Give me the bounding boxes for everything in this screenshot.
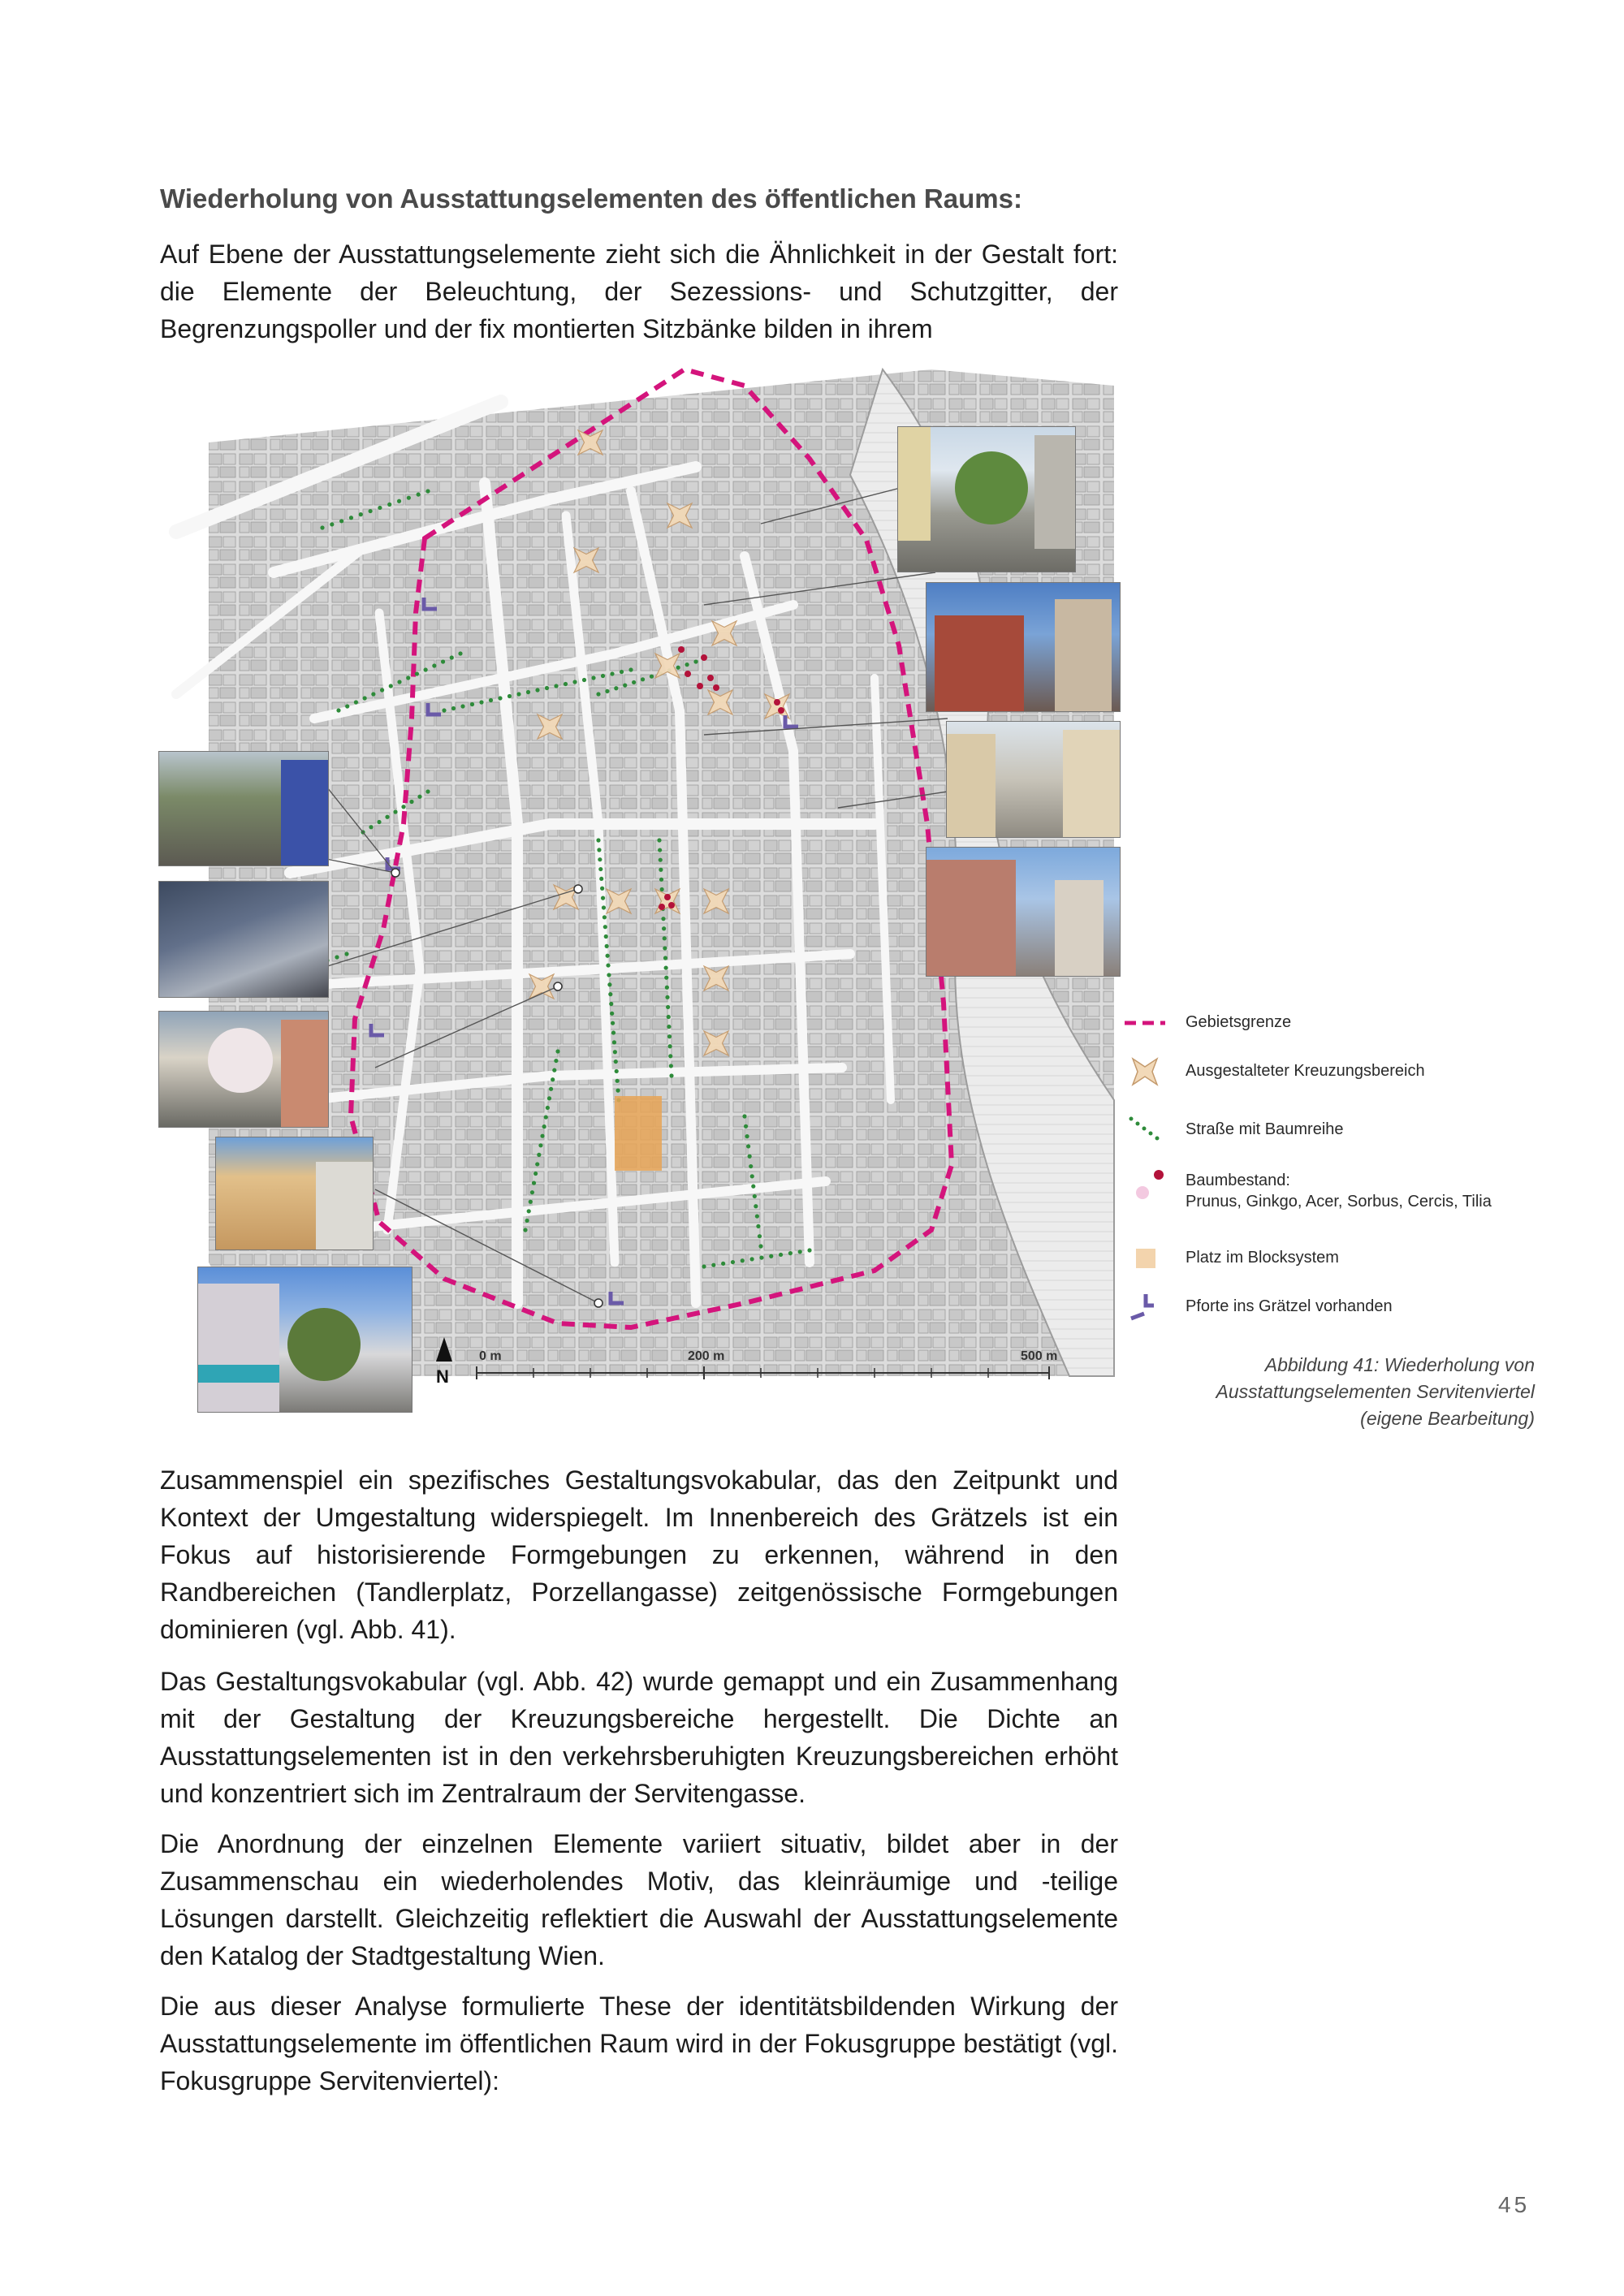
tree-row-dot	[525, 1219, 529, 1223]
tree-row-dot	[755, 1214, 759, 1218]
tree-row-dot	[339, 519, 343, 523]
paragraph-3: Das Gestaltungsvokabular (vgl. Abb. 42) wurde gemappt und ein Zusammenhang mit der Gestaltung der Kreuzungsbereiche hergestellt. Die Dichte an Ausstattungselementen ist in den verkehrsberuhigten Kreuzungsbereichen erhöht und konzentriert sich im Zentralraum der Servitengasse.	[160, 1667, 1118, 1808]
tree-row-dot	[330, 522, 334, 526]
legend-item-gate	[1125, 1291, 1547, 1323]
tree-row-dot	[397, 499, 401, 503]
tree-row-dot	[731, 1260, 735, 1264]
tree-row-dot	[666, 1005, 670, 1009]
tree-dot	[774, 699, 780, 706]
tree-row-dot	[711, 1263, 715, 1267]
tree-row-dot	[552, 1068, 556, 1072]
tree-row-dot	[596, 692, 600, 696]
tree-row-dot	[754, 1204, 758, 1208]
tree-row-dot	[650, 675, 654, 679]
legend-label: Straße mit Baumreihe	[1186, 1120, 1344, 1138]
tree-row-dot	[549, 1087, 553, 1091]
tree-row-dot	[611, 1030, 615, 1034]
caption-line-3: (eigene Bearbeitung)	[1360, 1408, 1535, 1429]
legend-label: Gebietsgrenze	[1186, 1013, 1292, 1031]
tree-dot	[685, 671, 691, 677]
tree-row-dot	[741, 1258, 745, 1262]
tree-row-dot	[369, 825, 373, 829]
tree-row-dot	[417, 795, 421, 799]
tree-row-dot	[425, 789, 430, 793]
tree-row-dot	[601, 674, 605, 678]
photo-bench	[158, 881, 329, 998]
tree-row-dot	[596, 838, 600, 842]
tree-row-dot	[554, 1059, 558, 1063]
tree-row-dot	[425, 489, 430, 493]
tree-row-dot	[378, 506, 382, 510]
legend-item-platz	[1125, 1242, 1547, 1275]
tree-row-dot	[605, 689, 609, 693]
tree-row-dot	[620, 670, 624, 674]
tree-row-dot	[721, 1262, 725, 1266]
tree-row-dot	[532, 1181, 536, 1185]
tree-row-dot	[605, 944, 609, 948]
tree-row-dot	[441, 659, 445, 663]
page-number: 45	[1498, 2192, 1531, 2217]
tree-row-dot	[610, 671, 614, 675]
tree-row-dot	[345, 704, 349, 708]
tree-row-dot	[609, 1002, 613, 1006]
tree-row-dot	[359, 512, 363, 516]
tree-row-dot	[415, 671, 419, 675]
tree-row-dot	[600, 887, 604, 891]
tree-row-dot	[604, 934, 608, 939]
legend-item-crossing	[1125, 1055, 1547, 1088]
tree-dot	[678, 646, 685, 653]
tree-row-dot	[508, 694, 512, 698]
tree-dot	[778, 707, 784, 714]
tree-row-dot	[393, 809, 397, 814]
tree-row-dot	[676, 666, 680, 670]
tree-row-dot	[606, 963, 610, 967]
tree-row-dot	[320, 525, 324, 529]
tree-row-dot	[685, 662, 689, 667]
tree-row-dot	[601, 896, 605, 900]
tree-row-dot	[535, 688, 539, 692]
tree-row-dot	[603, 915, 607, 919]
tree-row-dot	[749, 1164, 753, 1168]
legend-label-species: Prunus, Ginkgo, Acer, Sorbus, Cercis, Tilia	[1186, 1193, 1492, 1211]
tree-row-dot	[668, 1044, 672, 1048]
north-label: N	[436, 1366, 449, 1387]
tree-row-dot	[663, 946, 667, 950]
scale-mid: 200 m	[688, 1349, 725, 1363]
photo-shop-street	[926, 847, 1121, 977]
tree-row-dot	[599, 877, 603, 881]
tree-dot	[701, 654, 707, 661]
tree-row-dot	[663, 956, 667, 960]
tree-row-dot	[442, 708, 446, 712]
tree-row-dot	[744, 1124, 748, 1129]
tree-row-dot	[749, 1257, 754, 1261]
tree-row-dot	[354, 700, 358, 704]
paragraph-intro: Auf Ebene der Ausstattungselemente zieht sich die Ähnlichkeit in der Gestalt fort: die Elemente der Beleuchtung, der Sezessions- und Schutzgitter, der Begrenzungspoller und der fix montierten Sitzbänke bilden in ihrem	[160, 240, 1118, 343]
tree-row-dot	[623, 683, 627, 687]
tree-row-dot	[693, 659, 698, 663]
tree-row-dot	[668, 1054, 672, 1058]
tree-row-dot	[377, 820, 381, 824]
tree-row-dot	[598, 867, 603, 871]
tree-row-dot	[540, 1134, 544, 1138]
tree-row-dot	[424, 667, 428, 671]
tree-dot	[707, 675, 714, 681]
tree-dot	[668, 902, 675, 908]
tree-row-dot	[537, 1153, 541, 1157]
tree-row-dot	[582, 678, 586, 682]
tree-row-dot	[607, 982, 611, 986]
tree-row-dot	[658, 848, 662, 852]
tree-row-dot	[451, 706, 456, 710]
tree-row-dot	[610, 1012, 614, 1016]
tree-row-dot	[667, 1034, 672, 1038]
tree-row-dot	[527, 1209, 531, 1213]
tree-dot	[713, 684, 719, 691]
tree-row-dot	[807, 1248, 811, 1252]
tree-row-dot	[750, 1174, 754, 1178]
tree-row-dot	[542, 1124, 546, 1129]
tree-row-dot	[667, 1015, 671, 1019]
crossing-shape-icon	[1125, 1055, 1165, 1088]
tree-row-dot	[523, 1228, 527, 1232]
tree-row-dot	[659, 858, 663, 862]
tree-row-dot	[533, 1172, 538, 1176]
scale-start: 0 m	[479, 1349, 502, 1363]
tree-row-dot	[669, 1064, 673, 1068]
tree-row-dot	[664, 965, 668, 969]
platz-block	[615, 1096, 662, 1171]
tree-row-dot	[758, 1234, 762, 1238]
tree-row-dot	[662, 926, 666, 930]
tree-row-dot	[371, 692, 375, 696]
tree-row-dot	[659, 878, 663, 882]
boundary-dash-icon	[1125, 1007, 1165, 1039]
tree-row-dot	[798, 1249, 802, 1254]
tree-row-dot	[363, 696, 367, 700]
tree-row-dot	[336, 708, 340, 712]
tree-row-dot	[748, 1154, 752, 1159]
tree-row-dot	[753, 1194, 757, 1198]
tree-row-dot	[479, 700, 483, 704]
tree-row-dot	[779, 1253, 783, 1257]
tree-dots-icon	[1125, 1165, 1165, 1222]
tree-row-dot	[546, 1106, 550, 1110]
photo-left-corner	[158, 751, 329, 866]
section-heading: Wiederholung von Ausstattungselementen des öffentlichen Raums:	[160, 183, 1022, 214]
tree-row-dot	[498, 696, 502, 700]
tree-dot	[697, 683, 703, 689]
tree-row-dot	[628, 667, 633, 671]
tree-row-dot	[547, 1096, 551, 1100]
tree-row-dot	[389, 684, 393, 688]
tree-row-dot	[417, 492, 421, 496]
tree-row-dot	[759, 1255, 763, 1259]
tree-row-dot	[344, 952, 348, 956]
tree-row-dot	[612, 1040, 616, 1044]
photo-yellow-building	[215, 1137, 374, 1250]
photo-blossom	[158, 1011, 329, 1128]
paragraph-2: Zusammenspiel ein spezifisches Gestaltungsvokabular, das den Zeitpunkt und Kontext der Umgestaltung widerspiegelt. Im Innenbereich des Grätzels ist ein Fokus auf historisierende Formgebungen zu erkennen, während in den Randbereichen (Tandlerplatz, Porzellangasse) zeitgenössische Formgebungen dominieren (vgl. Abb. 41).	[160, 1465, 1118, 1644]
tree-row-dot	[598, 857, 602, 861]
tree-row-dot	[538, 1143, 542, 1147]
tree-row-dot	[657, 838, 661, 842]
tree-row-dot	[603, 925, 607, 929]
tree-row-dot	[641, 677, 645, 681]
tree-row-dot	[554, 684, 558, 688]
tree-row-dot	[409, 800, 413, 804]
platz-square-icon	[1125, 1242, 1165, 1275]
tree-row-dot	[551, 1077, 555, 1081]
tree-row-dot	[751, 1185, 755, 1189]
photo-red-building	[926, 582, 1121, 712]
tree-row-dot	[432, 663, 436, 667]
scale-end: 500 m	[1021, 1349, 1058, 1363]
tree-row-dot	[397, 680, 401, 684]
tree-row-dot	[615, 1069, 619, 1073]
tree-row-dot	[614, 686, 618, 690]
tree-row-dot	[667, 1025, 671, 1029]
tree-row-dot	[613, 1050, 617, 1054]
tree-row-dot	[349, 516, 353, 520]
tree-row-dot	[387, 503, 391, 507]
tree-row-dot	[669, 1073, 673, 1077]
figure-caption	[1133, 1352, 1535, 1432]
photo-avenue	[946, 721, 1121, 838]
tree-row-dot	[544, 1115, 548, 1119]
tree-row-dot	[769, 1254, 773, 1258]
tree-row-dot	[535, 1162, 539, 1166]
tree-row-dot	[529, 1200, 533, 1204]
tree-row-dot	[545, 686, 549, 690]
figure-map	[158, 369, 1121, 1425]
legend-label: Ausgestalteter Kreuzungsbereich	[1186, 1062, 1425, 1080]
legend-item-tree-row	[1125, 1114, 1547, 1146]
caption-line-1: Abbildung 41: Wiederholung von	[1264, 1354, 1535, 1375]
tree-row-dot	[385, 815, 389, 819]
tree-row-dot	[606, 954, 610, 958]
tree-row-dot	[450, 655, 454, 659]
legend-label: Pforte ins Grätzel vorhanden	[1186, 1297, 1393, 1315]
tree-row-dot	[591, 675, 595, 680]
tree-row-dot	[489, 698, 493, 702]
tree-row-dot	[470, 702, 474, 706]
legend-label: Baumbestand:	[1186, 1172, 1290, 1189]
tree-row-dot	[572, 680, 577, 684]
tree-row-dot	[702, 1264, 706, 1268]
tree-row-dot	[632, 680, 636, 684]
tree-row-dot	[664, 976, 668, 980]
tree-row-dot	[526, 690, 530, 694]
tree-row-dot	[746, 1144, 750, 1148]
legend-item-boundary	[1125, 1007, 1547, 1039]
tree-row-dot	[597, 848, 601, 852]
tree-row-dot	[614, 1060, 618, 1064]
tree-row-dot	[380, 688, 384, 692]
tree-row-dot	[660, 887, 664, 891]
tree-row-dot	[608, 992, 612, 996]
tree-row-dot	[401, 805, 405, 809]
paragraph-4: Die Anordnung der einzelnen Elemente variiert situativ, bildet aber in der Zusammenschau ein wiederholendes Motiv, das kleinräumige und -teilige Lösungen darstellt. Gleichzeitig reflektiert die Auswahl der Ausstattungselemente den Katalog der Stadtgestaltung Wien.	[160, 1829, 1118, 1970]
tree-row-dot	[758, 1244, 762, 1248]
tree-row-dot	[564, 682, 568, 686]
tree-row-dot	[406, 675, 410, 680]
tree-row-dot	[661, 917, 665, 921]
tree-dot	[659, 904, 665, 910]
tree-row-dot	[665, 986, 669, 990]
legend-label: Platz im Blocksystem	[1186, 1249, 1339, 1267]
tree-row-dot	[368, 509, 372, 513]
tree-row-dot	[407, 496, 411, 500]
tree-row-dot	[615, 1079, 620, 1083]
tree-row-dot	[663, 936, 667, 940]
photo-street-tree	[897, 426, 1076, 572]
tree-row-dot	[756, 1224, 760, 1228]
tree-row-dot	[602, 905, 606, 909]
tree-row-dot	[555, 1049, 559, 1053]
tree-row-dot	[458, 651, 462, 655]
tree-row-dot	[516, 692, 520, 696]
tree-row-dot	[530, 1190, 534, 1194]
paragraph-5: Die aus dieser Analyse formulierte These der identitätsbildenden Wirkung der Ausstattungselemente im öffentlichen Raum wird in der Fokusgruppe bestätigt (vgl. Fokusgruppe Servitenviertel):	[160, 1992, 1118, 2095]
tree-dot	[664, 894, 671, 900]
tree-row-dot	[335, 955, 339, 959]
tree-row-dot	[615, 1089, 620, 1093]
tree-row-dot	[460, 704, 464, 708]
tree-row-dots-icon	[1125, 1114, 1165, 1146]
tree-row-dot	[611, 1021, 615, 1025]
photo-corner-building	[197, 1267, 412, 1413]
tree-row-dot	[742, 1114, 746, 1118]
gate-mark-icon	[1125, 1291, 1165, 1323]
caption-line-2: Ausstattungselementen Servitenviertel	[1216, 1381, 1535, 1402]
tree-row-dot	[607, 973, 611, 977]
tree-row-dot	[745, 1134, 749, 1138]
tree-row-dot	[659, 868, 663, 872]
legend-item-tree-stock	[1125, 1165, 1547, 1222]
tree-row-dot	[665, 995, 669, 999]
tree-row-dot	[788, 1251, 793, 1255]
